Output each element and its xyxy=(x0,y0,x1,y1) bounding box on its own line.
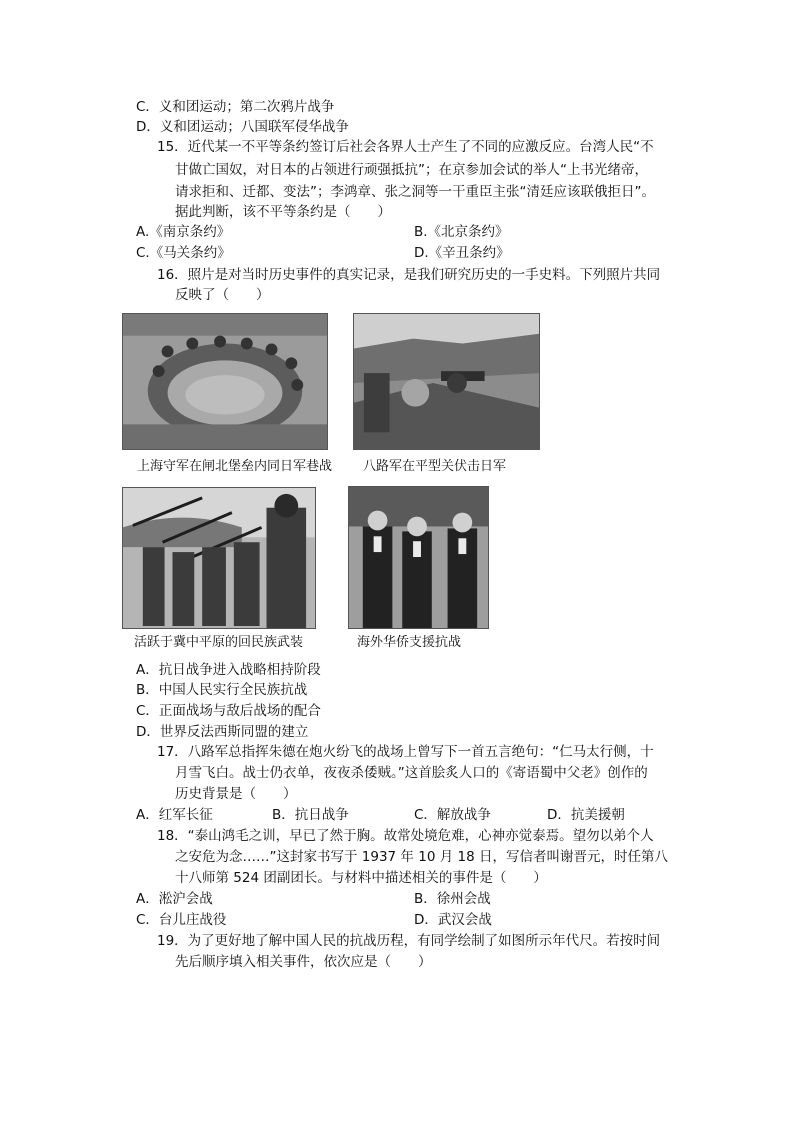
q18-option-c: C．台儿庄战役 xyxy=(136,912,227,928)
q15-stem-line: 据此判断，该不平等条约是（ ） xyxy=(175,204,391,220)
q17-stem-line: 历史背景是（ ） xyxy=(175,786,297,802)
q14-option-c: C．义和团运动；第二次鸦片战争 xyxy=(136,99,335,115)
photo-caption: 上海守军在闸北堡垒内同日军巷战 xyxy=(137,459,333,474)
q15-option-d: D.《辛丑条约》 xyxy=(414,245,510,261)
photo-zhabei-street-fight xyxy=(122,313,328,450)
photo-caption: 活跃于冀中平原的回民族武装 xyxy=(134,635,304,650)
q15-option-c: C.《马关条约》 xyxy=(136,245,231,261)
q17-stem-line: 17．八路军总指挥朱德在炮火纷飞的战场上曾写下一首五言绝句：“仁马太行侧，十 xyxy=(157,744,654,760)
q17-option-d: D．抗美援朝 xyxy=(547,807,625,823)
photo-caption: 八路军在平型关伏击日军 xyxy=(363,459,507,474)
q17-option-c: C．解放战争 xyxy=(414,807,491,823)
q15-stem-line: 甘做亡国奴，对日本的占领进行顽强抵抗”；在京参加会试的举人“上书光绪帝， xyxy=(175,162,648,178)
q16-option-d: D．世界反法西斯同盟的建立 xyxy=(136,724,309,740)
q18-option-b: B．徐州会战 xyxy=(414,891,491,907)
q17-option-a: A．红军长征 xyxy=(136,807,213,823)
q15-option-a: A.《南京条约》 xyxy=(136,224,231,240)
q18-stem-line: 十八师第 524 团副团长。与材料中描述相关的事件是（ ） xyxy=(175,870,547,886)
q16-option-b: B．中国人民实行全民族抗战 xyxy=(136,682,308,698)
q15-stem-line: 15．近代某一不平等条约签订后社会各界人士产生了不同的应激反应。台湾人民“不 xyxy=(157,139,654,155)
q15-stem-line: 请求拒和、迁都、变法”；李鸿章、张之洞等一干重臣主张“清廷应该联俄拒日”。 xyxy=(175,184,655,200)
photo-hui-militia xyxy=(122,487,316,629)
q18-stem-line: 之安危为念……”这封家书写于 1937 年 10 月 18 日，写信者叫谢晋元，时任第八 xyxy=(175,849,668,865)
photo-overseas-chinese xyxy=(348,486,489,629)
q17-option-b: B．抗日战争 xyxy=(272,807,349,823)
q16-stem-line: 反映了（ ） xyxy=(175,287,270,303)
q15-option-b: B.《北京条约》 xyxy=(414,224,509,240)
q14-option-d: D．义和团运动；八国联军侵华战争 xyxy=(136,119,349,135)
q16-stem-line: 16．照片是对当时历史事件的真实记录，是我们研究历史的一手史料。下列照片共同 xyxy=(157,267,661,283)
photo-pingxingguan-ambush xyxy=(353,313,540,450)
photo-caption: 海外华侨支援抗战 xyxy=(357,635,462,650)
q18-stem-line: 18．“泰山鸿毛之训，早已了然于胸。故常处境危难，心神亦觉泰焉。望勿以弟个人 xyxy=(157,828,654,844)
q17-stem-line: 月雪飞白。战士仍衣单，夜夜杀倭贼。”这首脍炙人口的《寄语蜀中父老》创作的 xyxy=(175,765,648,781)
q16-option-a: A．抗日战争进入战略相持阶段 xyxy=(136,662,321,678)
q16-option-c: C．正面战场与敌后战场的配合 xyxy=(136,703,321,719)
q19-stem-line: 先后顺序填入相关事件，依次应是（ ） xyxy=(175,954,432,970)
q18-option-a: A．淞沪会战 xyxy=(136,891,213,907)
q18-option-d: D．武汉会战 xyxy=(414,912,492,928)
q19-stem-line: 19．为了更好地了解中国人民的抗战历程，有同学绘制了如图所示年代尺。若按时间 xyxy=(157,933,661,949)
